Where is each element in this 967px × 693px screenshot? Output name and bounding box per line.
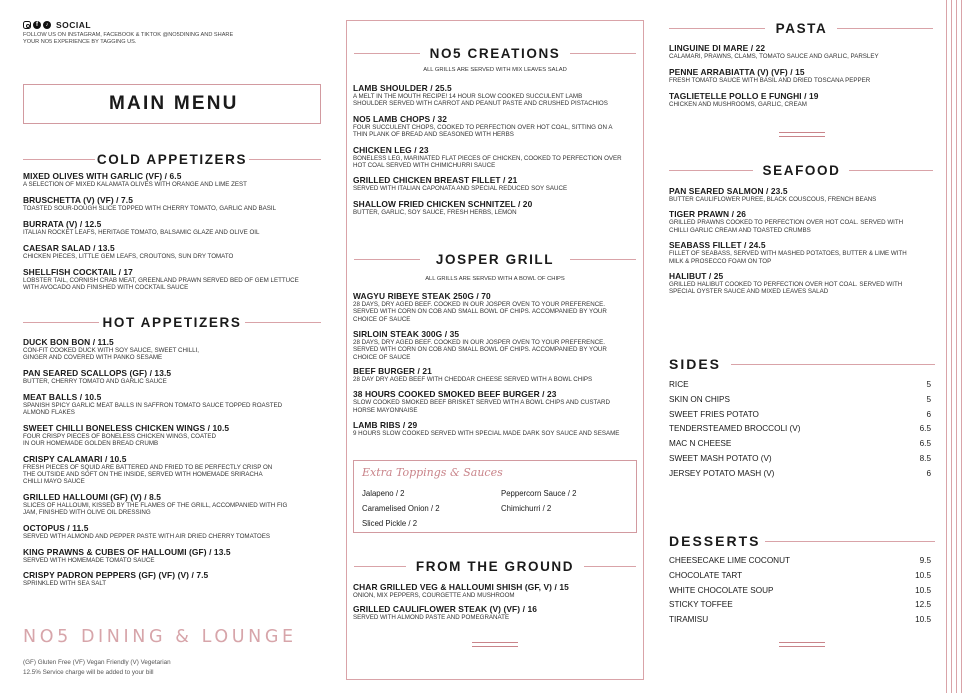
menu-item-description: FOUR SUCCULENT CHOPS, COOKED TO PERFECTION OVER HOT COAL, SITTING ON A bbox=[353, 123, 613, 131]
topping-item: Peppercorn Sauce / 2 bbox=[501, 489, 577, 498]
menu-item-description: SERVED WITH ALMOND AND PEPPER PASTE WITH AIR DRIED CHERRY TOMATOES bbox=[23, 533, 270, 540]
menu-item-name: OCTOPUS / 11.5 bbox=[23, 523, 89, 533]
menu-item bbox=[353, 582, 643, 599]
menu-item-description: 28 DAYS, DRY AGED BEEF. COOKED IN OUR JOSPER OVEN TO YOUR PREFERENCE. bbox=[353, 301, 606, 308]
menu-item-description: ITALIAN ROCKET LEAFS, HERITAGE TOMATO, BALSAMIC GLAZE AND OLIVE OIL bbox=[23, 228, 260, 236]
menu-item bbox=[353, 389, 643, 414]
menu-item bbox=[23, 368, 323, 385]
priced-item-name: WHITE CHOCOLATE SOUP bbox=[669, 585, 774, 595]
social-text-line1: FOLLOW US ON INSTAGRAM, FACEBOOK & TIKTOK @NO5DINING AND SHARE bbox=[23, 32, 234, 38]
facebook-icon[interactable]: f bbox=[33, 21, 41, 29]
menu-item-description: BONELESS LEG, MARINATED FLAT PIECES OF CHICKEN, COOKED TO PERFECTION OVER bbox=[353, 154, 622, 162]
menu-item-name: SIRLOIN STEAK 300G / 35 bbox=[353, 328, 460, 339]
priced-item bbox=[669, 598, 931, 613]
menu-item bbox=[669, 43, 934, 60]
divider-ornament bbox=[779, 132, 825, 138]
toppings-left-list bbox=[362, 486, 440, 531]
menu-item bbox=[23, 392, 323, 417]
service-charge-note: 12.5% Service charge will be added to your bill bbox=[23, 669, 154, 676]
menu-item-description: 9 HOURS SLOW COOKED SERVED WITH SPECIAL MADE DARK SOY SAUCE AND SESAME bbox=[353, 429, 620, 437]
josper-grill-list bbox=[353, 291, 643, 443]
menu-item-name: GRILLED CHICKEN BREAST FILLET / 21 bbox=[353, 175, 518, 186]
menu-item-name: CRISPY CALAMARI / 10.5 bbox=[23, 453, 127, 464]
josper-grill-heading: JOSPER GRILL bbox=[435, 252, 555, 267]
cold-appetizers-list bbox=[23, 171, 323, 298]
priced-item bbox=[669, 378, 931, 393]
menu-item bbox=[23, 267, 323, 292]
priced-item-name: CHEESECAKE LIME COCONUT bbox=[669, 556, 791, 565]
menu-item-name: MIXED OLIVES WITH GARLIC (VF) / 6.5 bbox=[23, 171, 182, 181]
tiktok-icon[interactable]: ♪ bbox=[43, 21, 51, 29]
menu-item-name: NO5 LAMB CHOPS / 32 bbox=[353, 113, 448, 124]
menu-item-name: CRISPY PADRON PEPPERS (GF) (VF) (V) / 7.5 bbox=[23, 570, 209, 581]
pasta-list bbox=[669, 43, 934, 115]
menu-item-description: SLOW COOKED SMOKED BEEF BRISKET SERVED WITH A BOWL CHIPS AND CUSTARD bbox=[353, 399, 610, 407]
priced-item-name: SWEET FRIES POTATO bbox=[669, 409, 759, 419]
menu-item-description: CHOICE OF SAUCE bbox=[353, 315, 411, 323]
priced-item-price: 6 bbox=[926, 409, 931, 419]
priced-item-price: 5 bbox=[926, 394, 931, 404]
divider-ornament bbox=[472, 642, 518, 648]
main-menu-title-box bbox=[23, 84, 321, 124]
menu-item-description: SERVED WITH CORN ON COB AND SMALL BOWL OF CHIPS. ACCOMPANIED BY YOUR bbox=[353, 346, 607, 354]
priced-item-price: 6 bbox=[926, 468, 931, 478]
desserts-list bbox=[669, 554, 931, 628]
menu-item-name: LINGUINE DI MARE / 22 bbox=[669, 43, 766, 53]
menu-item-name: LAMB SHOULDER / 25.5 bbox=[353, 83, 452, 93]
menu-item-description: IN OUR HOMEMADE GOLDEN BREAD CRUMB bbox=[23, 440, 159, 447]
menu-item-description: SERVED WITH ITALIAN CAPONATA AND SPECIAL REDUCED SOY SAUCE bbox=[353, 185, 568, 193]
menu-item-name: SHALLOW FRIED CHICKEN SCHNITZEL / 20 bbox=[353, 198, 533, 209]
no5-creations-list bbox=[353, 83, 643, 222]
menu-item-description: THE OUTSIDE AND SOFT ON THE INSIDE, SERVED WITH HOMEMADE SRIRACHA bbox=[23, 471, 263, 478]
menu-item-description: SPECIAL OYSTER SAUCE AND MIXED LEAVES SALAD bbox=[669, 288, 829, 296]
menu-item-name: CHICKEN LEG / 23 bbox=[353, 144, 429, 155]
priced-item-price: 10.5 bbox=[915, 615, 931, 625]
menu-item-description: THIN PLANK OF BREAD AND SEASONED WITH HERBS bbox=[353, 131, 514, 139]
menu-item-description: 28 DAY DRY AGED BEEF WITH CHEDDAR CHEESE SERVED WITH A BOWL CHIPS bbox=[353, 376, 593, 384]
menu-item-name: LAMB RIBS / 29 bbox=[353, 419, 418, 430]
hot-appetizers-list bbox=[23, 337, 323, 594]
menu-item-name: SWEET CHILLI BONELESS CHICKEN WINGS / 10.5 bbox=[23, 422, 230, 433]
page-title: MAIN MENU bbox=[109, 93, 239, 114]
menu-item-description: HOT COAL SERVED WITH CHIMICHURRI SAUCE bbox=[353, 162, 496, 170]
menu-item-name: CAESAR SALAD / 13.5 bbox=[23, 242, 115, 253]
menu-item bbox=[353, 420, 643, 437]
menu-item-name: PAN SEARED SCALLOPS (GF) / 13.5 bbox=[23, 368, 172, 378]
brand-logo: NO5 DINING & LOUNGE bbox=[23, 627, 297, 647]
menu-item-name: PAN SEARED SALMON / 23.5 bbox=[669, 186, 788, 196]
menu-item bbox=[23, 219, 323, 236]
menu-item-description: A MELT IN THE MOUTH RECIPE! 14 HOUR SLOW COOKED SUCCULENT LAMB bbox=[353, 93, 583, 100]
topping-item: Jalapeno / 2 bbox=[362, 489, 405, 498]
menu-item-description: SERVED WITH ALMOND PASTE AND POMEGRANATE bbox=[353, 613, 510, 621]
priced-item-name: TIRAMISU bbox=[669, 615, 709, 625]
instagram-icon[interactable] bbox=[23, 21, 31, 29]
social-block bbox=[23, 20, 323, 46]
menu-item-description: CHILLI GARLIC CREAM AND TOASTED CRUMBS bbox=[669, 226, 811, 234]
priced-item bbox=[669, 422, 931, 437]
menu-item-description: ONION, MIX PEPPERS, COURGETTE AND MUSHROOM bbox=[353, 592, 515, 599]
topping-item: Sliced Pickle / 2 bbox=[362, 519, 418, 528]
menu-item bbox=[23, 492, 323, 517]
menu-item-name: TAGLIETELLE POLLO E FUNGHI / 19 bbox=[669, 90, 819, 101]
menu-item-name: BEEF BURGER / 21 bbox=[353, 366, 432, 377]
menu-item bbox=[23, 423, 323, 448]
menu-item-description: CHOICE OF SAUCE bbox=[353, 353, 411, 361]
menu-item-description: CHILLI MAYO SAUCE bbox=[23, 478, 85, 486]
priced-item-price: 8.5 bbox=[919, 453, 931, 463]
menu-item-name: DUCK BON BON / 11.5 bbox=[23, 337, 114, 347]
menu-item-description: FILLET OF SEABASS, SERVED WITH MASHED POTATOES, BUTTER & LIME WITH bbox=[669, 250, 907, 258]
menu-item bbox=[353, 291, 643, 323]
menu-item bbox=[353, 329, 643, 361]
pasta-heading: PASTA bbox=[775, 21, 828, 36]
menu-item-name: SEABASS FILLET / 24.5 bbox=[669, 240, 766, 251]
menu-item-description: CON-FIT COOKED DUCK WITH SOY SAUCE, SWEET CHILLI, bbox=[23, 347, 200, 354]
menu-item-description: CALAMARI, PRAWNS, CLAMS, TOMATO SAUCE AND GARLIC, PARSLEY bbox=[669, 53, 879, 60]
menu-item bbox=[23, 570, 323, 587]
menu-item-description: LOBSTER TAIL, CORNISH CRAB MEAT, GREENLAND PRAWN SERVED BED OF GEM LETTUCE bbox=[23, 276, 299, 284]
menu-item-description: BUTTER CAULIFLOWER PUREE, BLACK COUSCOUS, FRENCH BEANS bbox=[669, 196, 877, 203]
priced-item-price: 10.5 bbox=[915, 585, 931, 595]
priced-item-name: CHOCOLATE TART bbox=[669, 570, 743, 580]
priced-item bbox=[669, 467, 931, 482]
priced-item bbox=[669, 452, 931, 467]
menu-item bbox=[353, 175, 643, 192]
priced-item bbox=[669, 393, 931, 408]
menu-item-description: SLICES OF HALLOUMI, KISSED BY THE FLAMES OF THE GRILL, ACCOMPANIED WITH FIG bbox=[23, 502, 288, 509]
menu-item-description: GRILLED PRAWNS COOKED TO PERFECTION OVER HOT COAL. SERVED WITH bbox=[669, 219, 904, 227]
priced-item bbox=[669, 408, 931, 423]
priced-item-name: SKIN ON CHIPS bbox=[669, 394, 730, 404]
cold-appetizers-heading: COLD APPETIZERS bbox=[96, 152, 248, 167]
priced-item-price: 9.5 bbox=[919, 556, 931, 565]
menu-item-name: BURRATA (V) / 12.5 bbox=[23, 218, 102, 229]
menu-item bbox=[23, 547, 323, 564]
desserts-heading: DESSERTS bbox=[669, 533, 761, 549]
sides-list bbox=[669, 378, 931, 482]
edge-stripes bbox=[946, 0, 967, 693]
menu-item-description: FOUR CRISPY PIECES OF BONELESS CHICKEN WINGS, COATED bbox=[23, 432, 216, 440]
menu-item-name: GRILLED CAULIFLOWER STEAK (V) (VF) / 16 bbox=[353, 603, 537, 614]
priced-item-price: 6.5 bbox=[919, 439, 931, 449]
menu-item bbox=[23, 195, 323, 212]
toppings-right-list bbox=[501, 486, 576, 516]
no5-creations-subtitle: ALL GRILLS ARE SERVED WITH MIX LEAVES SALAD bbox=[423, 67, 567, 73]
menu-item-description: ALMOND FLAKES bbox=[23, 409, 75, 416]
from-the-ground-heading: FROM THE GROUND bbox=[415, 559, 575, 574]
menu-item-description: HORSE MAYONNAISE bbox=[353, 406, 418, 414]
menu-item-description: GRILLED HALIBUT COOKED TO PERFECTION OVER HOT COAL. SERVED WITH bbox=[669, 281, 903, 289]
menu-item bbox=[23, 171, 323, 188]
priced-item-price: 5 bbox=[926, 380, 931, 389]
menu-item bbox=[353, 604, 643, 621]
menu-item bbox=[23, 454, 323, 486]
hot-appetizers-heading: HOT APPETIZERS bbox=[102, 315, 242, 330]
social-text-line2: YOUR NO5 EXPERIENCE BY TAGGING US. bbox=[23, 38, 137, 45]
seafood-list bbox=[669, 186, 934, 302]
topping-item: Caramelised Onion / 2 bbox=[362, 504, 440, 513]
menu-item-description: MILK & PROSECCO FOAM ON TOP bbox=[669, 257, 772, 265]
menu-item bbox=[669, 240, 934, 265]
menu-item bbox=[23, 523, 323, 540]
seafood-heading: SEAFOOD bbox=[762, 163, 841, 178]
menu-item-name: CHAR GRILLED VEG & HALLOUMI SHISH (GF, V) / 15 bbox=[353, 582, 569, 592]
menu-item bbox=[669, 186, 934, 203]
menu-item-description: WITH AVOCADO AND FINISHED WITH COCKTAIL SAUCE bbox=[23, 284, 189, 292]
menu-item-description: SHOULDER SERVED WITH CARROT AND PEANUT PASTE AND CRUSHED PISTACHIOS bbox=[353, 100, 608, 108]
menu-item-description: A SELECTION OF MIXED KALAMATA OLIVES WITH ORANGE AND LIME ZEST bbox=[23, 181, 247, 188]
menu-item bbox=[353, 83, 643, 108]
priced-item bbox=[669, 613, 931, 628]
priced-item bbox=[669, 569, 931, 584]
josper-grill-subtitle: ALL GRILLS ARE SERVED WITH A BOWL OF CHIPS bbox=[425, 276, 565, 282]
topping-item: Chimichurri / 2 bbox=[501, 504, 552, 513]
menu-item-description: SERVED WITH HOMEMADE TOMATO SAUCE bbox=[23, 556, 155, 564]
menu-item-description: GINGER AND COVERED WITH PANKO SESAME bbox=[23, 354, 163, 362]
menu-item bbox=[23, 337, 323, 362]
menu-item-name: SHELLFISH COCKTAIL / 17 bbox=[23, 266, 133, 277]
priced-item-name: JERSEY POTATO MASH (V) bbox=[669, 468, 775, 478]
priced-item-price: 12.5 bbox=[915, 600, 931, 610]
menu-item-description: BUTTER, GARLIC, SOY SAUCE, FRESH HERBS, LEMON bbox=[353, 208, 517, 216]
menu-item-description: TOASTED SOUR-DOUGH SLICE TOPPED WITH CHERRY TOMATO, GARLIC AND BASIL bbox=[23, 204, 277, 212]
priced-item bbox=[669, 584, 931, 599]
menu-item-description: CHICKEN AND MUSHROOMS, GARLIC, CREAM bbox=[669, 100, 807, 108]
menu-item-description: FRESH PIECES OF SQUID ARE BATTERED AND FRIED TO BE PERFECTLY CRISP ON bbox=[23, 463, 273, 471]
menu-item-name: KING PRAWNS & CUBES OF HALLOUMI (GF) / 13.5 bbox=[23, 546, 231, 557]
extra-toppings-title: Extra Toppings & Sauces bbox=[362, 466, 503, 479]
priced-item-name: TENDERSTEAMED BROCCOLI (V) bbox=[669, 424, 801, 434]
menu-item bbox=[669, 271, 934, 296]
priced-item bbox=[669, 437, 931, 452]
menu-item bbox=[669, 67, 934, 84]
menu-item-description: FRESH TOMATO SAUCE WITH BASIL AND DRIED TOSCANA PEPPER bbox=[669, 76, 871, 84]
menu-item bbox=[353, 366, 643, 383]
menu-item-name: 38 HOURS COOKED SMOKED BEEF BURGER / 23 bbox=[353, 389, 557, 400]
menu-item-description: SPANISH SPICY GARLIC MEAT BALLS IN SAFFRON TOMATO SAUCE TOPPED ROASTED bbox=[23, 401, 283, 409]
menu-item bbox=[23, 243, 323, 260]
menu-item-name: PENNE ARRABIATTA (V) (VF) / 15 bbox=[669, 66, 805, 77]
menu-item-description: JAM, FINISHED WITH OLIVE OIL DRESSING bbox=[23, 509, 151, 517]
menu-item bbox=[669, 91, 934, 108]
menu-item-name: GRILLED HALLOUMI (GF) (V) / 8.5 bbox=[23, 492, 162, 502]
priced-item-price: 6.5 bbox=[919, 424, 931, 434]
middle-column bbox=[346, 0, 644, 693]
no5-creations-heading: NO5 CREATIONS bbox=[429, 46, 561, 61]
divider-ornament bbox=[779, 642, 825, 648]
menu-item-name: BRUSCHETTA (V) (VF) / 7.5 bbox=[23, 194, 133, 205]
menu-item-name: WAGYU RIBEYE STEAK 250G / 70 bbox=[353, 291, 491, 301]
extra-toppings-box bbox=[353, 460, 637, 533]
menu-item bbox=[669, 209, 934, 234]
from-the-ground-list bbox=[353, 582, 643, 626]
dietary-legend: (GF) Gluten Free (VF) Vegan Friendly (V) Vegetarian bbox=[23, 659, 171, 666]
social-label: SOCIAL bbox=[56, 20, 92, 30]
priced-item-name: STICKY TOFFEE bbox=[669, 600, 733, 610]
menu-item-description: BUTTER, CHERRY TOMATO AND GARLIC SAUCE bbox=[23, 378, 167, 385]
menu-item-description: SPRINKLED WITH SEA SALT bbox=[23, 580, 107, 588]
menu-item-description: SERVED WITH CORN ON COB AND SMALL BOWL OF CHIPS. ACCOMPANIED BY YOUR bbox=[353, 308, 607, 316]
menu-item-name: HALIBUT / 25 bbox=[669, 271, 724, 282]
priced-item-name: MAC N CHEESE bbox=[669, 439, 732, 449]
menu-item-name: TIGER PRAWN / 26 bbox=[669, 209, 746, 220]
menu-item-description: 28 DAYS, DRY AGED BEEF. COOKED IN OUR JOSPER OVEN TO YOUR PREFERENCE. bbox=[353, 338, 606, 346]
sides-heading: SIDES bbox=[669, 356, 722, 372]
priced-item-name: RICE bbox=[669, 380, 689, 389]
priced-item-name: SWEET MASH POTATO (V) bbox=[669, 453, 772, 463]
priced-item-price: 10.5 bbox=[915, 570, 931, 580]
menu-item-description: CHICKEN PIECES, LITTLE GEM LEAFS, CROUTONS, SUN DRY TOMATO bbox=[23, 252, 234, 260]
menu-item bbox=[353, 199, 643, 216]
priced-item bbox=[669, 554, 931, 569]
menu-item bbox=[353, 114, 643, 139]
menu-item bbox=[353, 145, 643, 170]
menu-item-name: MEAT BALLS / 10.5 bbox=[23, 391, 102, 402]
